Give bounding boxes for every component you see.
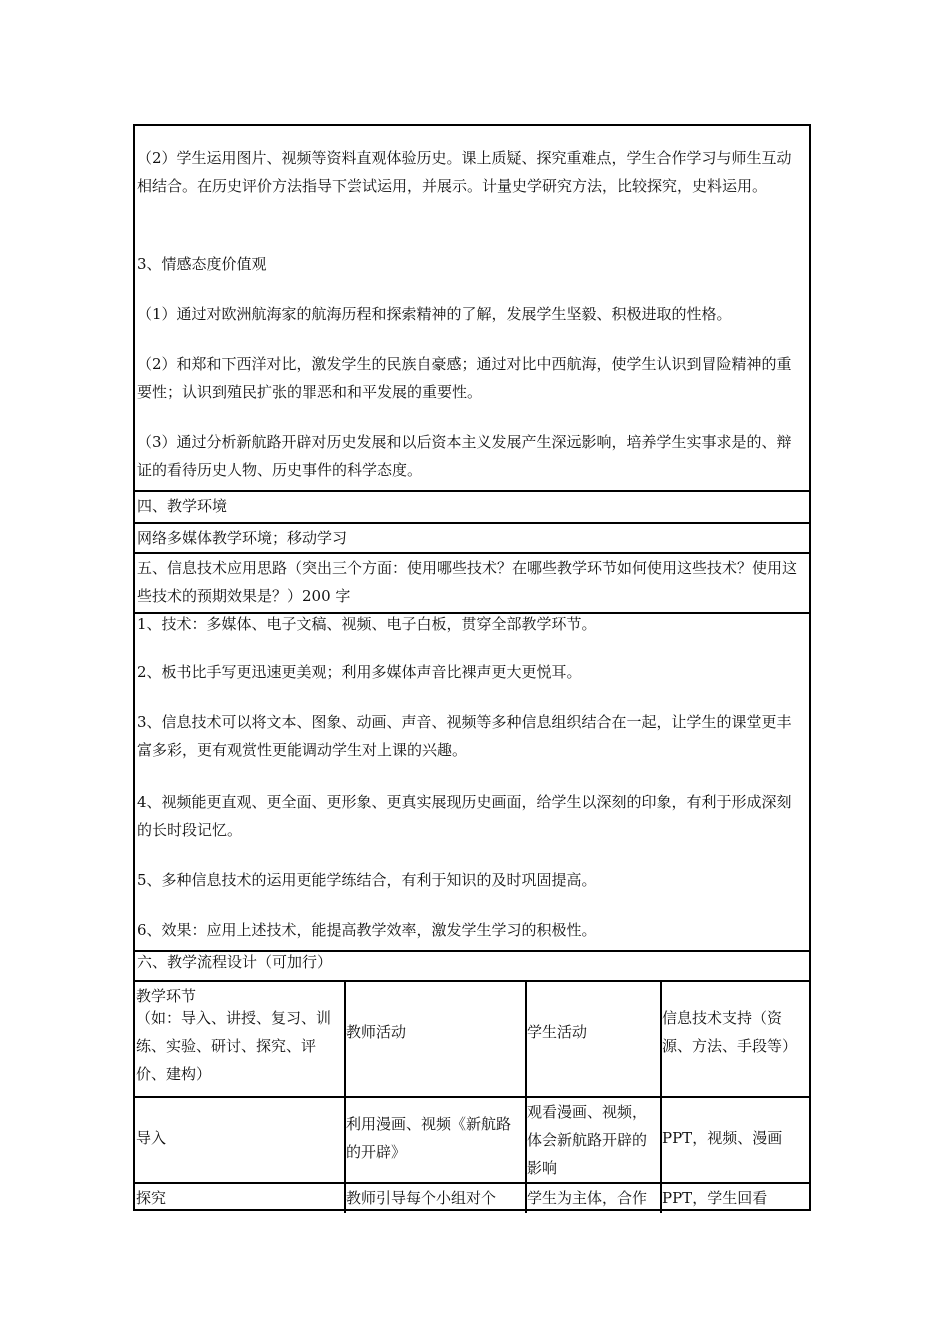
section5-item-4: 4、视频能更直观、更全面、更形象、更真实展现历史画面，给学生以深刻的印象，有利于形成深刻的长时段记忆。: [137, 793, 792, 839]
emotion-values-heading: 3、情感态度价值观: [137, 255, 267, 273]
stage-cell: [135, 1098, 344, 1182]
section4-content-row: [135, 522, 809, 552]
section5-heading: 五、信息技术应用思路（突出三个方面：使用哪些技术？在哪些教学环节如何使用这些技术？使用这些技术的预期效果是？）200 字: [137, 559, 798, 605]
emotion-paragraph-3: （3）通过分析新航路开辟对历史发展和以后资本主义发展产生深远影响，培养学生实事求是的、辩证的看待历史人物、历史事件的科学态度。: [137, 433, 792, 479]
table-row: [135, 1182, 809, 1211]
emotion-paragraph-1: （1）通过对欧洲航海家的航海历程和探索精神的了解，发展学生坚毅、积极进取的性格。: [137, 305, 732, 323]
header-tech-cell: [661, 982, 809, 1096]
tech-support: PPT，学生回看: [662, 1189, 768, 1207]
teacher-cell: [345, 1184, 525, 1211]
student-activity: 学生为主体，合作: [527, 1189, 648, 1207]
header-tech: 信息技术支持（资源、方法、手段等）: [662, 1009, 798, 1055]
stage-label: 导入: [136, 1129, 167, 1147]
tech-cell: [661, 1184, 809, 1211]
section4-heading: 四、教学环境: [137, 497, 228, 515]
section4-heading-row: [135, 490, 809, 522]
tech-cell: [661, 1098, 809, 1182]
header-stage-cell: [135, 982, 344, 1096]
emotion-paragraph-2: （2）和郑和下西洋对比，激发学生的民族自豪感；通过对比中西航海，使学生认识到冒险精神的重要性；认识到殖民扩张的罪恶和和平发展的重要性。: [137, 355, 792, 401]
header-teacher-cell: [345, 982, 525, 1096]
section5-item-6: 6、效果：应用上述技术，能提高教学效率，激发学生学习的积极性。: [137, 921, 597, 939]
header-teacher: 教师活动: [346, 1023, 407, 1041]
student-activity: 观看漫画、视频，体会新航路开辟的影响: [527, 1103, 648, 1177]
teacher-activity: 利用漫画、视频《新航路的开辟》: [346, 1115, 512, 1161]
student-cell: [526, 1184, 660, 1211]
header-stage-note: （如：导入、讲授、复习、训练、实验、研讨、探究、评价、建构）: [136, 1009, 332, 1083]
tech-support: PPT，视频、漫画: [662, 1129, 783, 1147]
section5-item-2: 2、板书比手写更迅速更美观；利用多媒体声音比裸声更大更悦耳。: [137, 663, 582, 681]
section6-heading-row: [135, 950, 809, 980]
teacher-cell: [345, 1098, 525, 1182]
section5-heading-row: [135, 552, 809, 612]
table-row: [135, 1096, 809, 1182]
section4-content: 网络多媒体教学环境；移动学习: [137, 529, 348, 547]
column-divider: [344, 980, 346, 1213]
header-stage-title: 教学环节: [136, 987, 197, 1005]
student-cell: [526, 1098, 660, 1182]
column-divider: [525, 980, 527, 1213]
section5-content-row: [135, 612, 809, 950]
objective-paragraph-2: （2）学生运用图片、视频等资料直观体验历史。课上质疑、探究重难点，学生合作学习与师生互动相结合。在历史评价方法指导下尝试运用，并展示。计量史学研究方法，比较探究，史料运用。: [137, 149, 792, 195]
lesson-plan-table: [133, 124, 811, 1211]
flow-table-header-row: [135, 980, 809, 1096]
teacher-activity: 教师引导每个小组对个: [346, 1189, 497, 1207]
section5-item-3: 3、信息技术可以将文本、图象、动画、声音、视频等多种信息组织结合在一起，让学生的课堂更丰富多彩，更有观赏性更能调动学生对上课的兴趣。: [137, 713, 792, 759]
column-divider: [660, 980, 662, 1213]
section5-item-5: 5、多种信息技术的运用更能学练结合，有利于知识的及时巩固提高。: [137, 871, 597, 889]
header-student: 学生活动: [527, 1023, 588, 1041]
stage-cell: [135, 1184, 344, 1211]
section6-heading: 六、教学流程设计（可加行）: [137, 953, 333, 971]
section5-item-1: 1、技术：多媒体、电子文稿、视频、电子白板，贯穿全部教学环节。: [137, 615, 597, 633]
header-student-cell: [526, 982, 660, 1096]
stage-label: 探究: [136, 1189, 167, 1207]
